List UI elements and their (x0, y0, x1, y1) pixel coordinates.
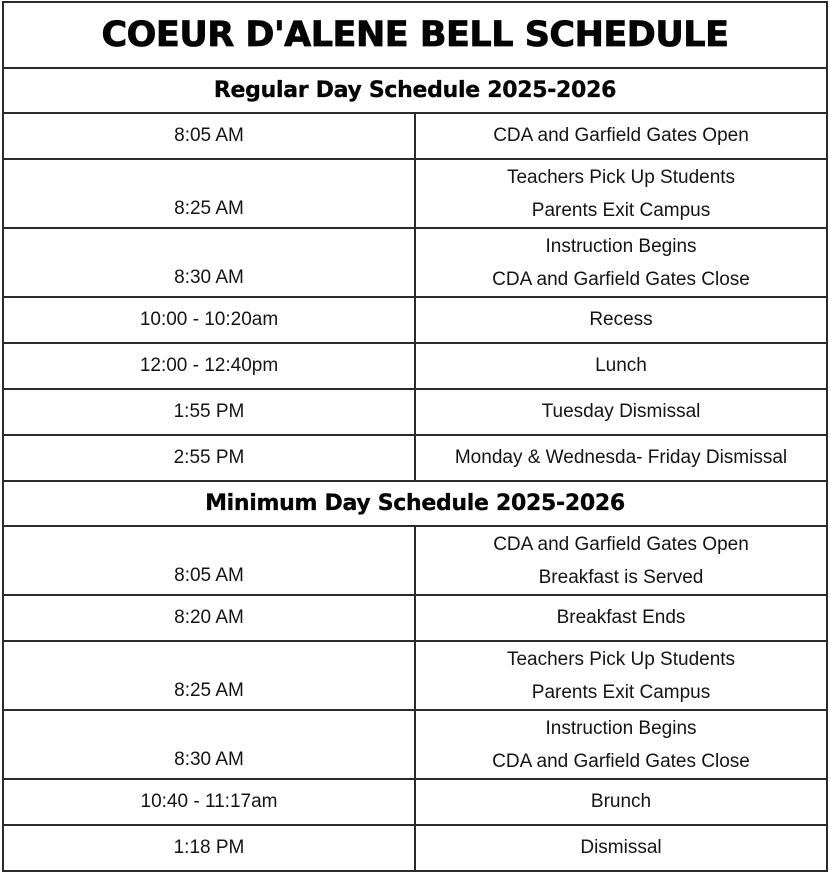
table-row (3, 389, 827, 435)
event-line: Parents Exit Campus (531, 682, 711, 703)
time-cell: 8:05 AM (3, 113, 415, 159)
table-row (3, 159, 827, 228)
time-cell: 12:00 - 12:40pm (3, 343, 415, 389)
table-row (3, 825, 827, 871)
event-line: Parents Exit Campus (531, 200, 711, 221)
event-cell: Dismissal (415, 825, 827, 871)
time-cell: 8:30 AM (3, 228, 415, 297)
event-line: Instruction Begins (545, 236, 697, 257)
event-cell (415, 228, 827, 297)
time-cell: 8:20 AM (3, 595, 415, 641)
table-row (3, 228, 827, 297)
bell-schedule-table (2, 1, 828, 872)
time-cell: 1:55 PM (3, 389, 415, 435)
time-cell: 8:05 AM (3, 526, 415, 595)
table-row (3, 595, 827, 641)
section-header-row (3, 481, 827, 526)
event-cell: Tuesday Dismissal (415, 389, 827, 435)
event-cell: Recess (415, 297, 827, 343)
section-heading-regular: Regular Day Schedule 2025-2026 (3, 68, 827, 113)
event-cell: Monday & Wednesda- Friday Dismissal (415, 435, 827, 481)
table-row (3, 526, 827, 595)
event-cell (415, 641, 827, 710)
time-cell: 1:18 PM (3, 825, 415, 871)
event-cell: Breakfast Ends (415, 595, 827, 641)
event-line: CDA and Garfield Gates Close (492, 269, 750, 290)
page-title: COEUR D'ALENE BELL SCHEDULE (3, 2, 827, 68)
time-cell: 2:55 PM (3, 435, 415, 481)
event-line: Instruction Begins (545, 718, 697, 739)
time-cell: 10:00 - 10:20am (3, 297, 415, 343)
section-heading-minimum: Minimum Day Schedule 2025-2026 (3, 481, 827, 526)
event-cell: Brunch (415, 779, 827, 825)
event-line: CDA and Garfield Gates Open (493, 534, 749, 555)
section-header-row (3, 68, 827, 113)
table-row (3, 779, 827, 825)
event-cell (415, 526, 827, 595)
time-cell: 8:25 AM (3, 159, 415, 228)
event-cell: Lunch (415, 343, 827, 389)
event-line: Teachers Pick Up Students (506, 167, 736, 188)
table-row (3, 435, 827, 481)
time-cell: 8:25 AM (3, 641, 415, 710)
table-row (3, 641, 827, 710)
table-row (3, 710, 827, 779)
time-cell: 10:40 - 11:17am (3, 779, 415, 825)
table-row (3, 113, 827, 159)
event-cell (415, 159, 827, 228)
time-cell: 8:30 AM (3, 710, 415, 779)
table-row (3, 297, 827, 343)
event-line: Breakfast is Served (538, 567, 704, 588)
title-row (3, 2, 827, 68)
event-line: CDA and Garfield Gates Close (492, 751, 750, 772)
event-cell (415, 710, 827, 779)
table-row (3, 343, 827, 389)
event-cell: CDA and Garfield Gates Open (415, 113, 827, 159)
event-line: Teachers Pick Up Students (506, 649, 736, 670)
